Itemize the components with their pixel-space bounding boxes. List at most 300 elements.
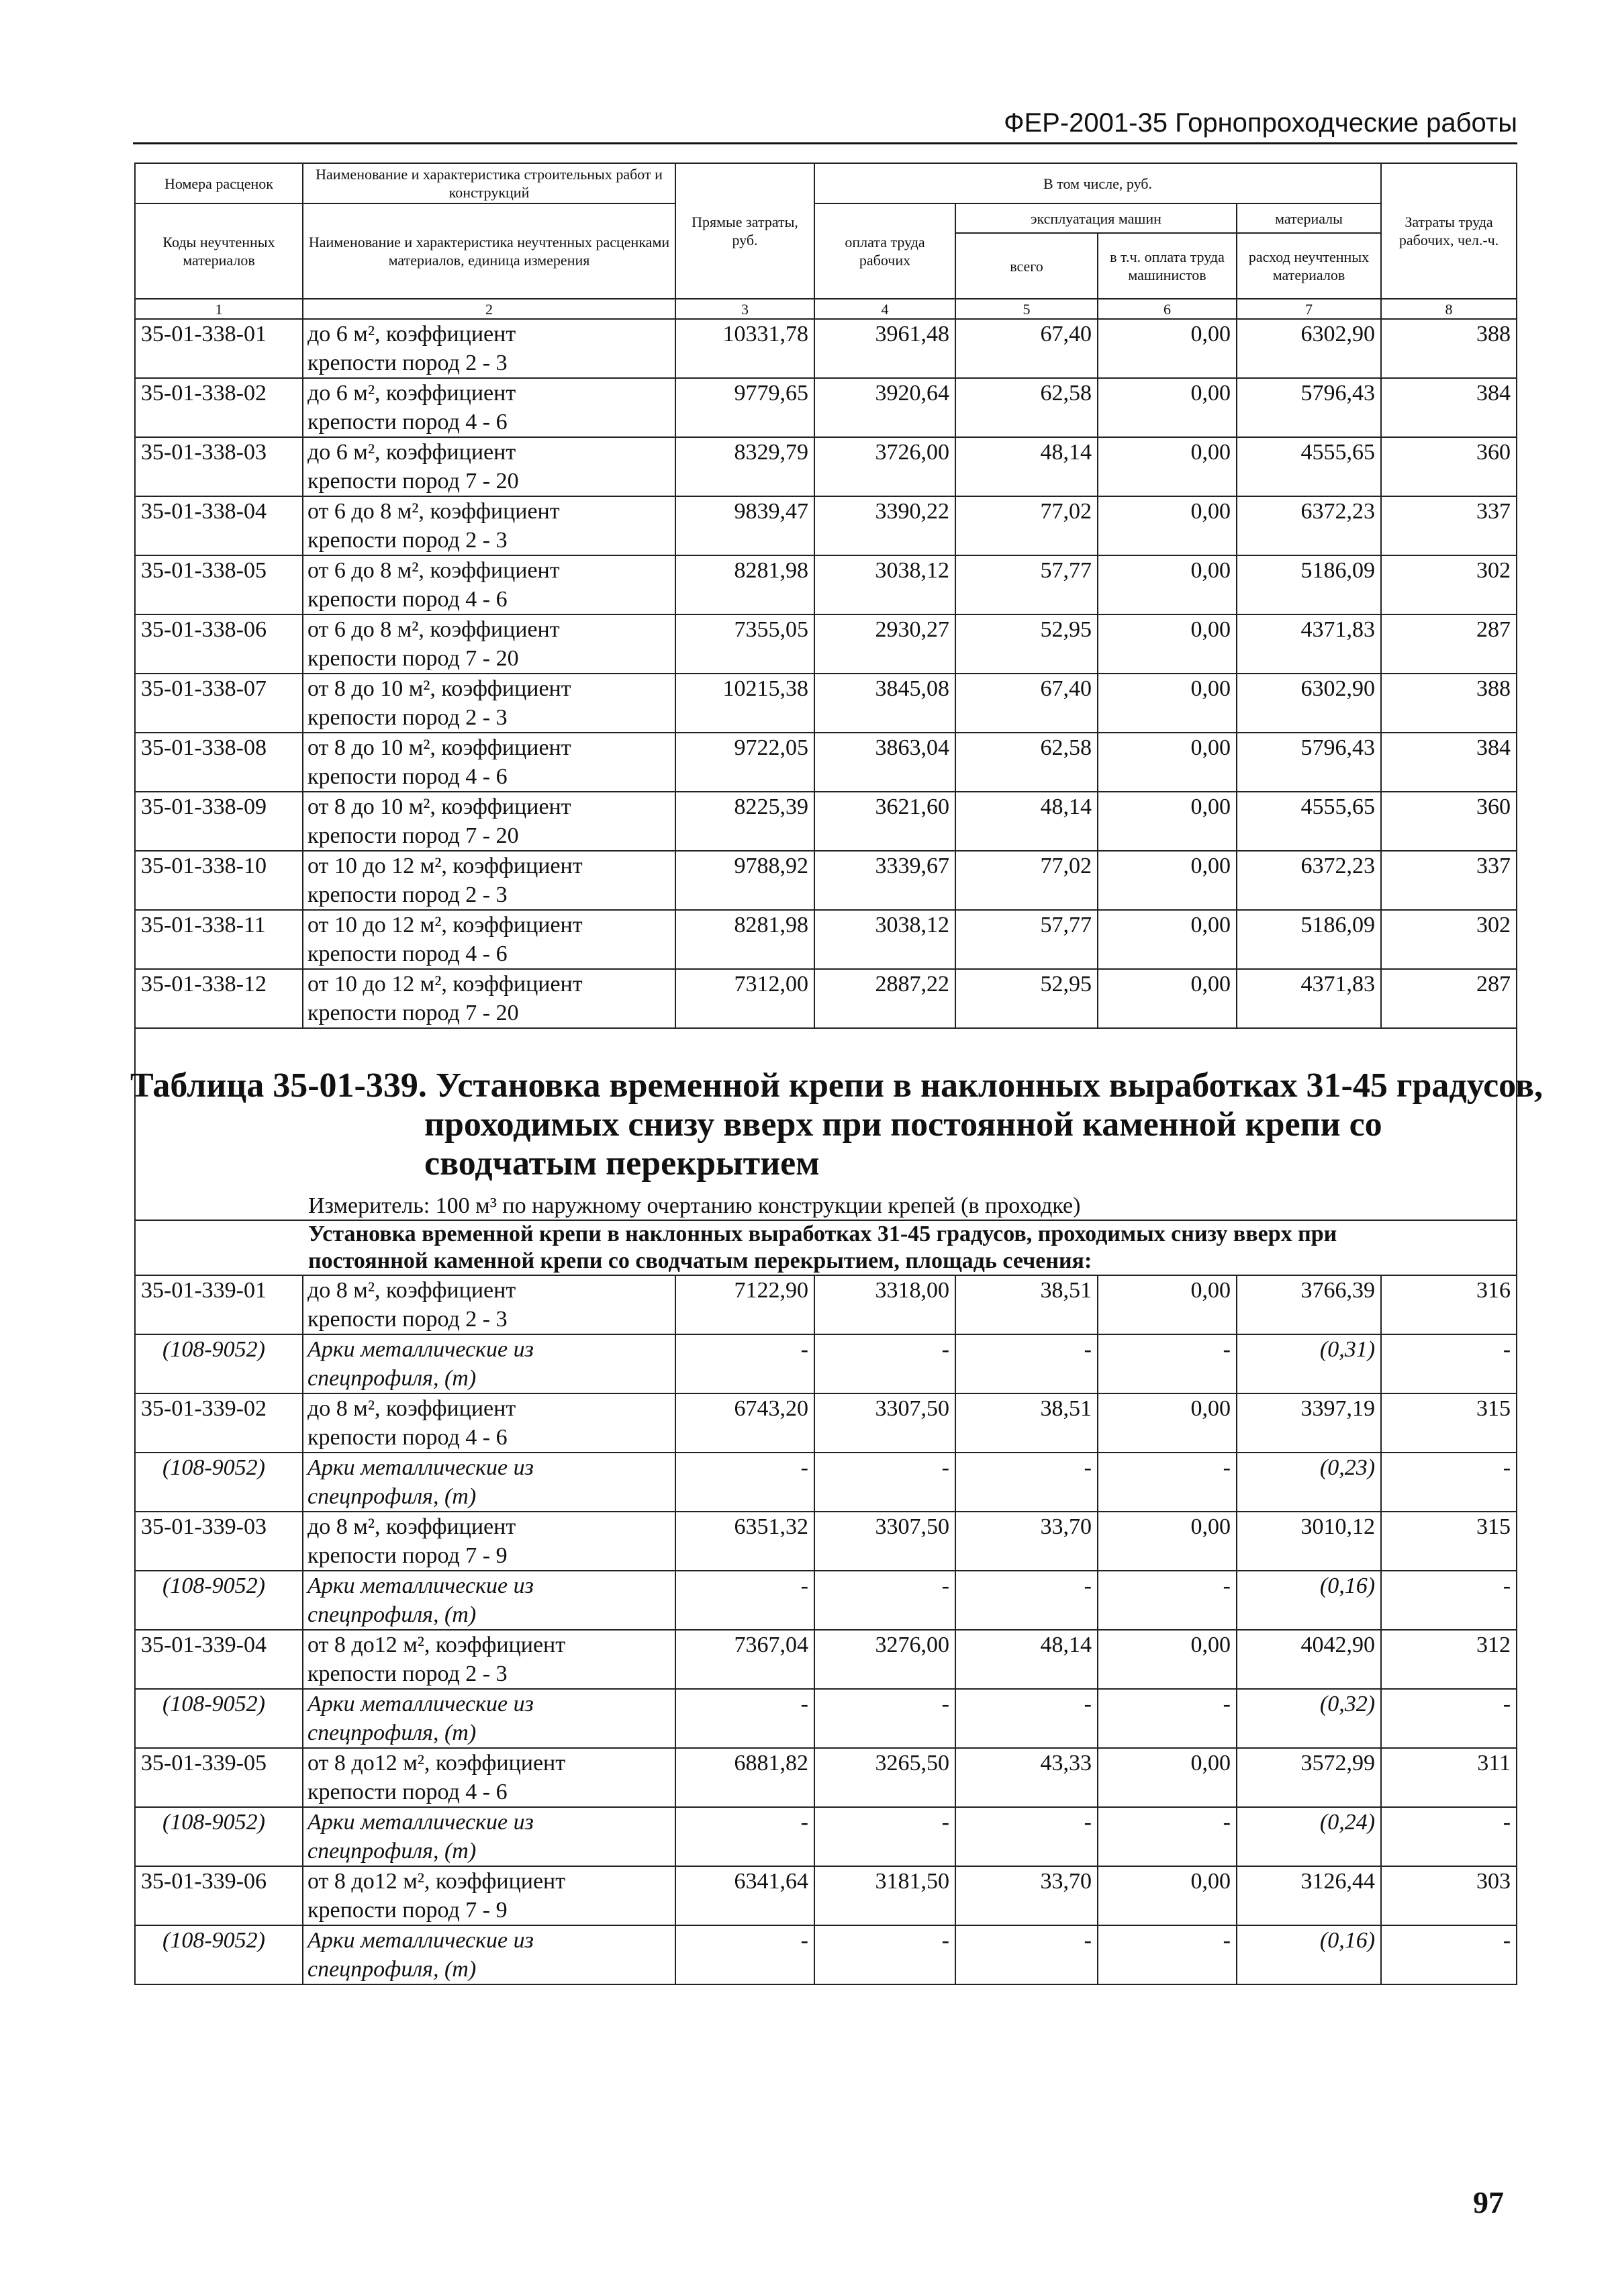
rate-code: 35-01-339-04 <box>135 1630 303 1689</box>
work-name-line1: до 8 м², коэффициент <box>307 1514 516 1539</box>
work-name-line2: крепости пород 7 - 20 <box>307 823 519 848</box>
operator-cost: 0,00 <box>1098 555 1237 614</box>
material-code: (108-9052) <box>135 1453 303 1512</box>
col3-header: Прямые затраты, руб. <box>675 163 814 299</box>
materials-header: материалы <box>1237 203 1381 233</box>
table-row <box>135 1393 1517 1453</box>
direct-cost: 8225,39 <box>675 792 814 851</box>
work-name-line2: крепости пород 2 - 3 <box>307 882 508 907</box>
dash-cell: - <box>675 1453 814 1512</box>
materials-cost: 6302,90 <box>1237 319 1381 378</box>
operator-cost: 0,00 <box>1098 910 1237 969</box>
table-row <box>135 1748 1517 1807</box>
machine-cost: 67,40 <box>955 319 1098 378</box>
dash-cell: - <box>675 1334 814 1393</box>
rates-table <box>130 163 1543 1985</box>
running-header: ФЕР-2001-35 Горнопроходческие работы <box>1004 108 1517 138</box>
dash-cell: - <box>814 1571 955 1630</box>
operator-cost: 0,00 <box>1098 1630 1237 1689</box>
col4-header: оплата труда рабочих <box>814 203 955 299</box>
work-name-cell <box>303 1748 675 1807</box>
rate-code: 35-01-338-09 <box>135 792 303 851</box>
material-name-line1: Арки металлические из <box>307 1337 534 1362</box>
machine-cost: 62,58 <box>955 378 1098 437</box>
dash-cell: - <box>1381 1807 1517 1866</box>
col6-header: в т.ч. оплата труда машинистов <box>1098 233 1237 299</box>
labor-cost: 3621,60 <box>814 792 955 851</box>
work-name-line2: крепости пород 7 - 20 <box>307 646 519 671</box>
operator-cost: 0,00 <box>1098 733 1237 792</box>
material-name-cell <box>303 1689 675 1748</box>
material-name-line1: Арки металлические из <box>307 1928 534 1953</box>
material-code: (108-9052) <box>135 1807 303 1866</box>
labor-hours: 384 <box>1381 733 1517 792</box>
work-name-cell <box>303 1866 675 1925</box>
work-name-line1: от 6 до 8 м², коэффициент <box>307 499 560 524</box>
material-row <box>135 1453 1517 1512</box>
table-header <box>135 163 1517 319</box>
operator-cost: 0,00 <box>1098 437 1237 496</box>
work-name-line2: крепости пород 4 - 6 <box>307 764 508 789</box>
table-338-body <box>135 319 1517 1028</box>
work-name-line1: от 8 до 10 м², коэффициент <box>307 676 571 701</box>
rate-code: 35-01-338-07 <box>135 674 303 733</box>
rate-code: 35-01-338-04 <box>135 496 303 555</box>
labor-hours: 303 <box>1381 1866 1517 1925</box>
material-name-cell <box>303 1334 675 1393</box>
labor-hours: 302 <box>1381 910 1517 969</box>
work-name-line1: до 6 м², коэффициент <box>307 381 516 406</box>
operator-cost: 0,00 <box>1098 1275 1237 1334</box>
column-number: 7 <box>1237 299 1381 319</box>
column-number: 6 <box>1098 299 1237 319</box>
direct-cost: 6351,32 <box>675 1512 814 1571</box>
work-name-line1: до 6 м², коэффициент <box>307 322 516 347</box>
table-row <box>135 378 1517 437</box>
machine-cost: 48,14 <box>955 437 1098 496</box>
labor-hours: 360 <box>1381 792 1517 851</box>
table-row <box>135 792 1517 851</box>
labor-hours: 337 <box>1381 496 1517 555</box>
machine-cost: 57,77 <box>955 555 1098 614</box>
work-name-line1: до 6 м², коэффициент <box>307 440 516 465</box>
rate-code: 35-01-338-02 <box>135 378 303 437</box>
machine-cost: 67,40 <box>955 674 1098 733</box>
labor-hours: 311 <box>1381 1748 1517 1807</box>
table-row <box>135 437 1517 496</box>
table-row <box>135 1866 1517 1925</box>
labor-hours: 337 <box>1381 851 1517 910</box>
labor-cost: 3845,08 <box>814 674 955 733</box>
work-name-line1: от 10 до 12 м², коэффициент <box>307 972 583 997</box>
dash-cell: - <box>814 1453 955 1512</box>
material-name-cell <box>303 1807 675 1866</box>
dash-cell: - <box>1381 1689 1517 1748</box>
materials-cost: 4555,65 <box>1237 792 1381 851</box>
labor-cost: 3038,12 <box>814 910 955 969</box>
operator-cost: 0,00 <box>1098 378 1237 437</box>
work-name-line1: до 8 м², коэффициент <box>307 1278 516 1303</box>
direct-cost: 8329,79 <box>675 437 814 496</box>
rate-code: 35-01-338-05 <box>135 555 303 614</box>
machine-cost: 77,02 <box>955 496 1098 555</box>
materials-cost: 6302,90 <box>1237 674 1381 733</box>
work-name-line2: крепости пород 4 - 6 <box>307 587 508 612</box>
material-quantity: (0,16) <box>1237 1925 1381 1984</box>
col2-top-header: Наименование и характеристика строительных работ и конструкций <box>303 163 675 203</box>
material-name-cell <box>303 1571 675 1630</box>
table-row <box>135 614 1517 674</box>
materials-cost: 3397,19 <box>1237 1393 1381 1453</box>
machine-cost: 77,02 <box>955 851 1098 910</box>
labor-cost: 3265,50 <box>814 1748 955 1807</box>
work-name-cell <box>303 1275 675 1334</box>
work-name-cell <box>303 792 675 851</box>
labor-hours: 287 <box>1381 969 1517 1028</box>
dash-cell: - <box>1381 1453 1517 1512</box>
material-code: (108-9052) <box>135 1925 303 1984</box>
group-heading-line1: Установка временной крепи в наклонных выработках 31-45 градусов, проходимых снизу вверх при <box>308 1222 1337 1246</box>
dash-cell: - <box>1098 1807 1237 1866</box>
work-name-line2: крепости пород 7 - 20 <box>307 1001 519 1025</box>
material-code: (108-9052) <box>135 1689 303 1748</box>
dash-cell: - <box>814 1925 955 1984</box>
machine-cost: 52,95 <box>955 969 1098 1028</box>
material-name-line2: спецпрофиля, (т) <box>307 1602 477 1627</box>
column-number: 3 <box>675 299 814 319</box>
operator-cost: 0,00 <box>1098 969 1237 1028</box>
work-name-line2: крепости пород 2 - 3 <box>307 528 508 553</box>
operator-cost: 0,00 <box>1098 1748 1237 1807</box>
work-name-cell <box>303 1393 675 1453</box>
materials-cost: 3766,39 <box>1237 1275 1381 1334</box>
table-row <box>135 1512 1517 1571</box>
material-row <box>135 1571 1517 1630</box>
column-number: 1 <box>135 299 303 319</box>
direct-cost: 9779,65 <box>675 378 814 437</box>
operator-cost: 0,00 <box>1098 1393 1237 1453</box>
operator-cost: 0,00 <box>1098 1866 1237 1925</box>
labor-hours: 302 <box>1381 555 1517 614</box>
col1-top-header: Номера расценок <box>135 163 303 203</box>
materials-cost: 4555,65 <box>1237 437 1381 496</box>
table-339-title-line1: Таблица 35-01-339. Установка временной крепи в наклонных выработках 31-45 градусов, <box>130 1066 1543 1105</box>
machine-cost: 43,33 <box>955 1748 1098 1807</box>
material-name-line1: Арки металлические из <box>307 1455 534 1480</box>
dash-cell: - <box>675 1571 814 1630</box>
dash-cell: - <box>675 1925 814 1984</box>
labor-hours: 316 <box>1381 1275 1517 1334</box>
dash-cell: - <box>955 1571 1098 1630</box>
material-name-line2: спецпрофиля, (т) <box>307 1484 477 1509</box>
including-header: В том числе, руб. <box>814 163 1381 203</box>
labor-cost: 2930,27 <box>814 614 955 674</box>
table-row <box>135 319 1517 378</box>
rate-code: 35-01-339-03 <box>135 1512 303 1571</box>
table-row <box>135 910 1517 969</box>
table-row <box>135 1630 1517 1689</box>
table-339-heading <box>130 1028 1543 1275</box>
machine-cost: 57,77 <box>955 910 1098 969</box>
dash-cell: - <box>1098 1334 1237 1393</box>
header-rule <box>133 142 1517 144</box>
materials-cost: 5186,09 <box>1237 555 1381 614</box>
operator-cost: 0,00 <box>1098 614 1237 674</box>
materials-cost: 5796,43 <box>1237 733 1381 792</box>
labor-hours: 315 <box>1381 1512 1517 1571</box>
rate-code: 35-01-338-11 <box>135 910 303 969</box>
work-name-line2: крепости пород 2 - 3 <box>307 1661 508 1686</box>
work-name-line1: от 10 до 12 м², коэффициент <box>307 913 583 937</box>
material-quantity: (0,32) <box>1237 1689 1381 1748</box>
work-name-line1: от 6 до 8 м², коэффициент <box>307 558 560 583</box>
work-name-line1: до 8 м², коэффициент <box>307 1396 516 1421</box>
table-row <box>135 674 1517 733</box>
rate-code: 35-01-338-10 <box>135 851 303 910</box>
work-name-cell <box>303 614 675 674</box>
labor-cost: 3307,50 <box>814 1512 955 1571</box>
direct-cost: 10215,38 <box>675 674 814 733</box>
dash-cell: - <box>1381 1925 1517 1984</box>
materials-cost: 3126,44 <box>1237 1866 1381 1925</box>
dash-cell: - <box>1381 1334 1517 1393</box>
labor-cost: 3863,04 <box>814 733 955 792</box>
table-339-title-line2: проходимых снизу вверх при постоянной каменной крепи со сводчатым перекрытием <box>424 1105 1382 1183</box>
material-name-line1: Арки металлические из <box>307 1810 534 1835</box>
work-name-cell <box>303 674 675 733</box>
direct-cost: 7122,90 <box>675 1275 814 1334</box>
labor-hours: 360 <box>1381 437 1517 496</box>
table-row <box>135 733 1517 792</box>
dash-cell: - <box>675 1807 814 1866</box>
column-number: 4 <box>814 299 955 319</box>
work-name-line2: крепости пород 2 - 3 <box>307 351 508 375</box>
work-name-line1: от 10 до 12 м², коэффициент <box>307 854 583 878</box>
material-quantity: (0,24) <box>1237 1807 1381 1866</box>
work-name-cell <box>303 378 675 437</box>
operator-cost: 0,00 <box>1098 319 1237 378</box>
column-number: 5 <box>955 299 1098 319</box>
materials-cost: 4042,90 <box>1237 1630 1381 1689</box>
group-heading-line2: постоянной каменной крепи со сводчатым перекрытием, площадь сечения: <box>308 1248 1092 1273</box>
material-name-line2: спецпрофиля, (т) <box>307 1720 477 1745</box>
labor-hours: 287 <box>1381 614 1517 674</box>
direct-cost: 8281,98 <box>675 555 814 614</box>
col2-bottom-header: Наименование и характеристика неучтенных расценками материалов, единица измерения <box>303 203 675 299</box>
machine-cost: 48,14 <box>955 1630 1098 1689</box>
table-339-body <box>135 1275 1517 1984</box>
work-name-line2: крепости пород 4 - 6 <box>307 1425 508 1450</box>
work-name-cell <box>303 733 675 792</box>
column-numbers-row <box>135 299 1517 319</box>
work-name-cell <box>303 555 675 614</box>
machine-cost: 33,70 <box>955 1866 1098 1925</box>
work-name-line2: крепости пород 7 - 20 <box>307 469 519 494</box>
material-row <box>135 1334 1517 1393</box>
work-name-cell <box>303 969 675 1028</box>
machine-cost: 38,51 <box>955 1275 1098 1334</box>
rate-code: 35-01-338-03 <box>135 437 303 496</box>
table-339-group-heading <box>303 1220 1517 1275</box>
materials-cost: 5186,09 <box>1237 910 1381 969</box>
labor-hours: 315 <box>1381 1393 1517 1453</box>
rate-code: 35-01-338-06 <box>135 614 303 674</box>
material-row <box>135 1807 1517 1866</box>
rate-code: 35-01-339-05 <box>135 1748 303 1807</box>
material-name-line2: спецпрофиля, (т) <box>307 1366 477 1391</box>
work-name-line2: крепости пород 4 - 6 <box>307 942 508 966</box>
machine-cost: 52,95 <box>955 614 1098 674</box>
labor-hours: 388 <box>1381 319 1517 378</box>
material-row <box>135 1689 1517 1748</box>
rate-code: 35-01-338-08 <box>135 733 303 792</box>
labor-hours: 384 <box>1381 378 1517 437</box>
direct-cost: 6881,82 <box>675 1748 814 1807</box>
material-quantity: (0,16) <box>1237 1571 1381 1630</box>
work-name-cell <box>303 496 675 555</box>
dash-cell: - <box>1098 1689 1237 1748</box>
material-name-line1: Арки металлические из <box>307 1692 534 1716</box>
rate-code: 35-01-339-02 <box>135 1393 303 1453</box>
machine-cost: 62,58 <box>955 733 1098 792</box>
direct-cost: 9839,47 <box>675 496 814 555</box>
material-name-line2: спецпрофиля, (т) <box>307 1839 477 1864</box>
labor-cost: 3307,50 <box>814 1393 955 1453</box>
direct-cost: 9722,05 <box>675 733 814 792</box>
machine-cost: 33,70 <box>955 1512 1098 1571</box>
labor-cost: 3961,48 <box>814 319 955 378</box>
direct-cost: 6341,64 <box>675 1866 814 1925</box>
work-name-cell <box>303 1512 675 1571</box>
materials-cost: 6372,23 <box>1237 851 1381 910</box>
work-name-line2: крепости пород 7 - 9 <box>307 1898 508 1923</box>
material-name-cell <box>303 1925 675 1984</box>
material-code: (108-9052) <box>135 1334 303 1393</box>
material-quantity: (0,23) <box>1237 1453 1381 1512</box>
work-name-cell <box>303 1630 675 1689</box>
labor-cost: 3339,67 <box>814 851 955 910</box>
work-name-cell <box>303 851 675 910</box>
col7-header: расход неучтенных материалов <box>1237 233 1381 299</box>
dash-cell: - <box>955 1689 1098 1748</box>
machine-cost: 48,14 <box>955 792 1098 851</box>
dash-cell: - <box>955 1334 1098 1393</box>
dash-cell: - <box>814 1334 955 1393</box>
labor-hours: 312 <box>1381 1630 1517 1689</box>
dash-cell: - <box>1098 1571 1237 1630</box>
dash-cell: - <box>675 1689 814 1748</box>
table-row <box>135 496 1517 555</box>
rate-code: 35-01-338-01 <box>135 319 303 378</box>
work-name-cell <box>303 319 675 378</box>
table-row <box>135 1275 1517 1334</box>
rate-code: 35-01-338-12 <box>135 969 303 1028</box>
column-number: 8 <box>1381 299 1517 319</box>
labor-cost: 3920,64 <box>814 378 955 437</box>
material-name-line2: спецпрофиля, (т) <box>307 1957 477 1982</box>
work-name-cell <box>303 437 675 496</box>
dash-cell: - <box>955 1807 1098 1866</box>
direct-cost: 10331,78 <box>675 319 814 378</box>
material-name-cell <box>303 1453 675 1512</box>
dash-cell: - <box>814 1689 955 1748</box>
work-name-line2: крепости пород 4 - 6 <box>307 1780 508 1804</box>
labor-cost: 3181,50 <box>814 1866 955 1925</box>
work-name-line2: крепости пород 4 - 6 <box>307 410 508 434</box>
page-number: 97 <box>1473 2185 1504 2219</box>
direct-cost: 8281,98 <box>675 910 814 969</box>
work-name-line2: крепости пород 7 - 9 <box>307 1543 508 1568</box>
operator-cost: 0,00 <box>1098 792 1237 851</box>
materials-cost: 3572,99 <box>1237 1748 1381 1807</box>
materials-cost: 6372,23 <box>1237 496 1381 555</box>
column-number: 2 <box>303 299 675 319</box>
rates-table-container <box>130 163 1543 1985</box>
direct-cost: 7312,00 <box>675 969 814 1028</box>
labor-cost: 3726,00 <box>814 437 955 496</box>
work-name-line1: от 8 до12 м², коэффициент <box>307 1633 566 1657</box>
materials-cost: 4371,83 <box>1237 614 1381 674</box>
direct-cost: 9788,92 <box>675 851 814 910</box>
work-name-line2: крепости пород 2 - 3 <box>307 705 508 730</box>
table-339-measure: Измеритель: 100 м³ по наружному очертанию конструкции крепей (в проходке) <box>303 1193 1517 1220</box>
col1-bottom-header: Коды неучтенных материалов <box>135 203 303 299</box>
operator-cost: 0,00 <box>1098 674 1237 733</box>
materials-cost: 5796,43 <box>1237 378 1381 437</box>
rate-code: 35-01-339-01 <box>135 1275 303 1334</box>
materials-cost: 3010,12 <box>1237 1512 1381 1571</box>
work-name-line1: от 8 до 10 м², коэффициент <box>307 735 571 760</box>
machines-header: эксплуатация машин <box>955 203 1237 233</box>
machine-cost: 38,51 <box>955 1393 1098 1453</box>
dash-cell: - <box>1098 1925 1237 1984</box>
material-name-line1: Арки металлические из <box>307 1573 534 1598</box>
materials-cost: 4371,83 <box>1237 969 1381 1028</box>
col5-header: всего <box>955 233 1098 299</box>
dash-cell: - <box>955 1925 1098 1984</box>
material-row <box>135 1925 1517 1984</box>
operator-cost: 0,00 <box>1098 496 1237 555</box>
labor-cost: 3038,12 <box>814 555 955 614</box>
operator-cost: 0,00 <box>1098 851 1237 910</box>
work-name-line1: от 8 до12 м², коэффициент <box>307 1751 566 1776</box>
work-name-line1: от 8 до 10 м², коэффициент <box>307 794 571 819</box>
table-row <box>135 851 1517 910</box>
labor-hours: 388 <box>1381 674 1517 733</box>
table-row <box>135 969 1517 1028</box>
operator-cost: 0,00 <box>1098 1512 1237 1571</box>
direct-cost: 6743,20 <box>675 1393 814 1453</box>
dash-cell: - <box>1098 1453 1237 1512</box>
work-name-line1: от 8 до12 м², коэффициент <box>307 1869 566 1894</box>
labor-cost: 2887,22 <box>814 969 955 1028</box>
rate-code: 35-01-339-06 <box>135 1866 303 1925</box>
material-code: (108-9052) <box>135 1571 303 1630</box>
table-row <box>135 555 1517 614</box>
direct-cost: 7367,04 <box>675 1630 814 1689</box>
work-name-line2: крепости пород 2 - 3 <box>307 1307 508 1332</box>
work-name-line1: от 6 до 8 м², коэффициент <box>307 617 560 642</box>
col8-header: Затраты труда рабочих, чел.-ч. <box>1381 163 1517 299</box>
labor-cost: 3390,22 <box>814 496 955 555</box>
labor-cost: 3318,00 <box>814 1275 955 1334</box>
labor-cost: 3276,00 <box>814 1630 955 1689</box>
material-quantity: (0,31) <box>1237 1334 1381 1393</box>
dash-cell: - <box>814 1807 955 1866</box>
direct-cost: 7355,05 <box>675 614 814 674</box>
dash-cell: - <box>1381 1571 1517 1630</box>
work-name-cell <box>303 910 675 969</box>
